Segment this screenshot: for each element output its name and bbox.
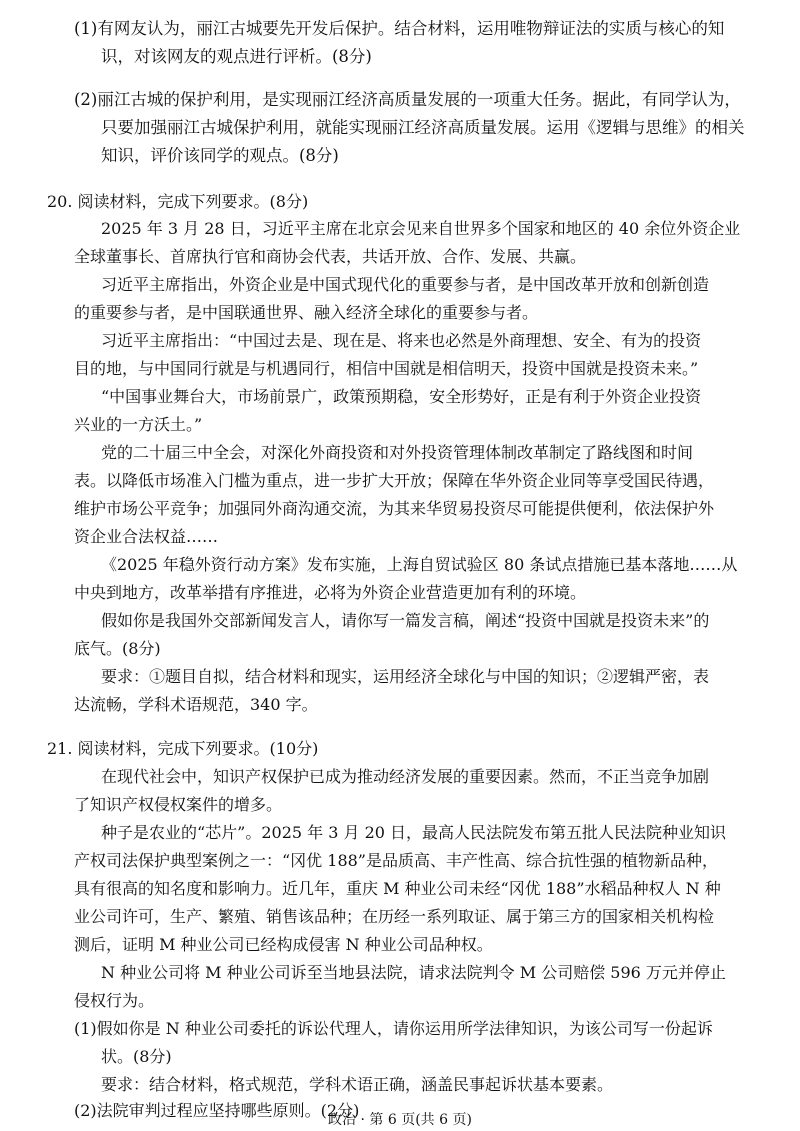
q21-sub1-req: 要求：结合材料，格式规范，学科术语正确，涵盖民事起诉状基本要素。 (101, 1075, 614, 1094)
q20-header: 20. 阅读材料，完成下列要求。(8分) (47, 192, 309, 211)
q19-sub2-line3: 知识，评价该同学的观点。(8分) (101, 146, 339, 165)
q20-line: 兴业的一方沃土。” (74, 415, 203, 434)
q21-line: 了知识产权侵权案件的增多。 (74, 795, 283, 814)
q19-sub1-line1: (1)有网友认为，丽江古城要先开发后保护。结合材料，运用唯物辩证法的实质与核心的知 (74, 19, 725, 38)
q20-line: 党的二十届三中全会，对深化外商投资和对外投资管理体制改革制定了路线图和时间 (101, 443, 694, 462)
q20-line: 习近平主席指出，外资企业是中国式现代化的重要参与者，是中国改革开放和创新创造 (101, 275, 710, 294)
page-footer: 政治 · 第 6 页(共 6 页) (328, 1112, 472, 1128)
q20-line: 2025 年 3 月 28 日，习近平主席在北京会见来自世界多个国家和地区的 40 余位外资企业 (101, 219, 741, 238)
q20-line: 中央到地方，改革举措有序推进，必将为外资企业营造更加有利的环境。 (74, 583, 587, 602)
q21-line: 侵权行为。 (74, 991, 155, 1010)
q19-sub1-line2: 识，对该网友的观点进行评析。(8分) (101, 47, 372, 66)
q20-line: 假如你是我国外交部新闻发言人，请你写一篇发言稿，阐述“投资中国就是投资未来”的 (101, 611, 710, 630)
q20-line: 目的地，与中国同行就是与机遇同行，相信中国就是相信明天，投资中国就是投资未来。” (74, 359, 699, 378)
q20-line: 达流畅，学科术语规范，340 字。 (74, 695, 318, 714)
q20-line: 表。以降低市场准入门槛为重点，进一步扩大开放；保障在华外资企业同等享受国民待遇， (74, 471, 715, 490)
q21-line: 测后，证明 M 种业公司已经构成侵害 N 种业公司品种权。 (74, 935, 493, 954)
q20-line: 维护市场公平竞争；加强同外商沟通交流，为其来华贸易投资尽可能提供便利，依法保护外 (74, 499, 715, 518)
q19-sub2-line1: (2)丽江古城的保护利用，是实现丽江经济高质量发展的一项重大任务。据此，有同学认为， (74, 90, 741, 109)
q20-line: 资企业合法权益…… (74, 527, 219, 546)
q20-line: 习近平主席指出：“中国过去是、现在是、将来也必然是外商理想、安全、有为的投资 (101, 331, 702, 350)
q21-line: 产权司法保护典型案例之一：“冈优 188”是品质高、丰产性高、综合抗性强的植物新品种， (74, 851, 718, 870)
q21-line: 具有很高的知名度和影响力。近几年，重庆 M 种业公司未经“冈优 188”水稻品种权人 N 种 (74, 879, 721, 898)
q19-sub2-line2: 只要加强丽江古城保护利用，就能实现丽江经济高质量发展。运用《逻辑与思维》的相关 (101, 118, 745, 137)
q20-line: 要求：①题目自拟，结合材料和现实，运用经济全球化与中国的知识；②逻辑严密，表 (101, 667, 710, 686)
q21-line: 业公司许可，生产、繁殖、销售该品种；在历经一系列取证、属于第三方的国家相关机构检 (74, 907, 715, 926)
q21-line: 在现代社会中，知识产权保护已成为推动经济发展的重要因素。然而，不正当竞争加剧 (101, 767, 710, 786)
q21-header: 21. 阅读材料，完成下列要求。(10分) (47, 739, 319, 758)
q20-line: 的重要参与者，是中国联通世界、融入经济全球化的重要参与者。 (74, 303, 539, 322)
q20-line: 全球董事长、首席执行官和商协会代表，共话开放、合作、发展、共赢。 (74, 247, 587, 266)
q21-line: N 种业公司将 M 种业公司诉至当地县法院，请求法院判令 M 公司赔偿 596 万元并停止 (101, 963, 726, 982)
q21-line: 种子是农业的“芯片”。2025 年 3 月 20 日，最高人民法院发布第五批人民法院种业知识 (101, 823, 727, 842)
q21-sub1-line1: (1)假如你是 N 种业公司委托的诉讼代理人，请你运用所学法律知识，为该公司写一份起诉 (74, 1019, 713, 1038)
q21-sub1-line2: 状。(8分) (101, 1047, 172, 1066)
q20-line: “中国事业舞台大，市场前景广，政策预期稳，安全形势好，正是有利于外资企业投资 (101, 387, 702, 406)
q20-line: 《2025 年稳外资行动方案》发布实施，上海自贸试验区 80 条试点措施已基本落地……从 (101, 555, 738, 574)
q20-line: 底气。(8分) (74, 639, 161, 658)
q21-sub2: (2)法院审判过程应坚持哪些原则。(2分) (74, 1101, 360, 1120)
